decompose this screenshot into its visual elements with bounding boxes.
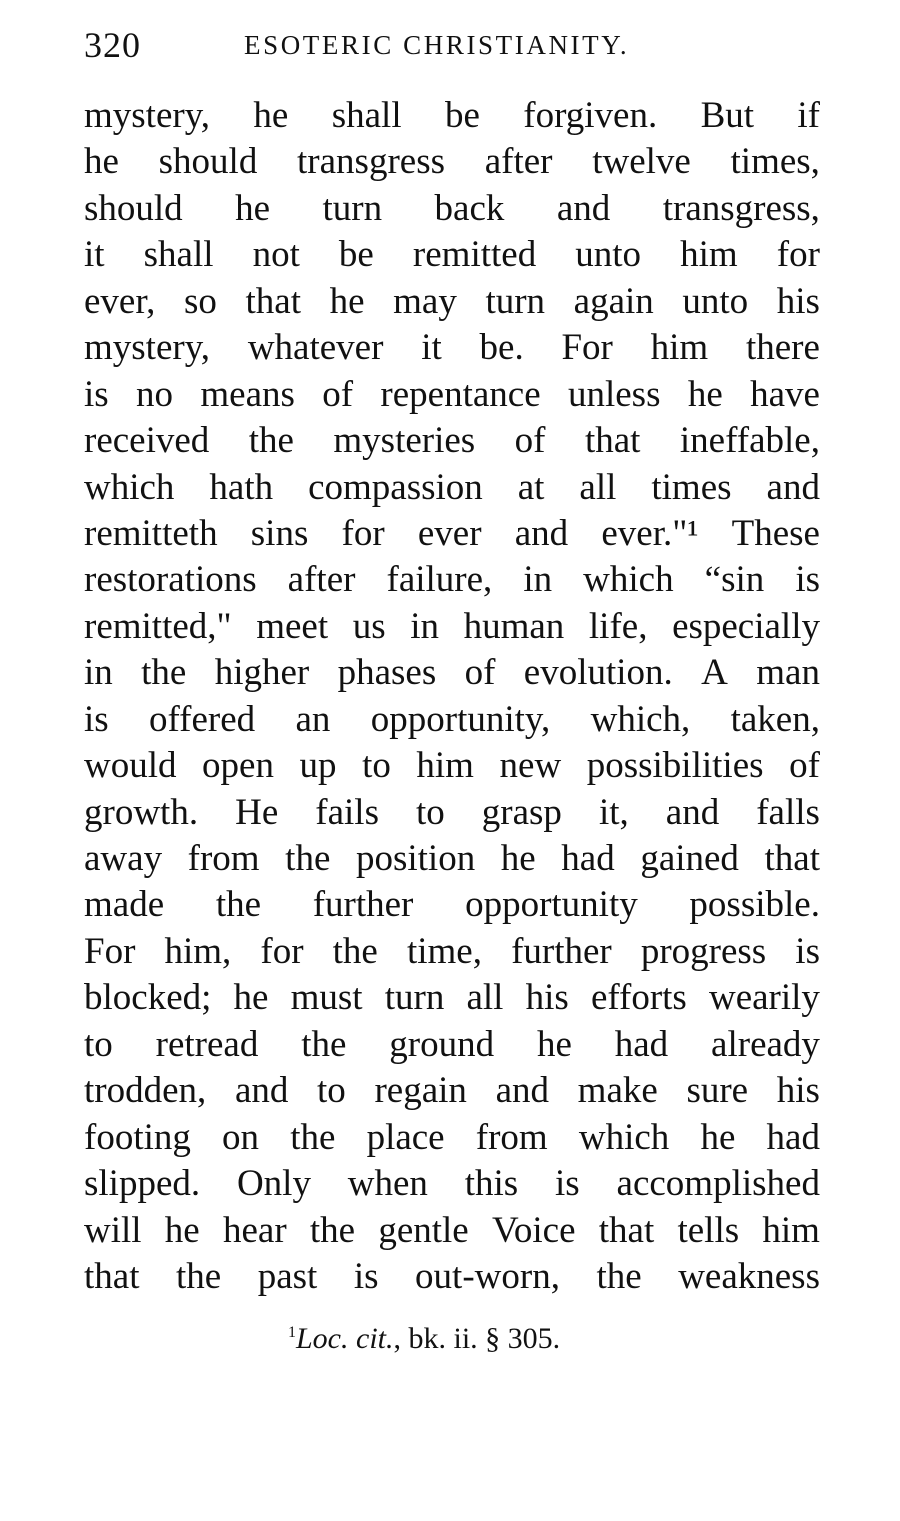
word: forgiven.: [523, 95, 658, 136]
word: to: [317, 1070, 346, 1112]
word: may: [393, 280, 457, 322]
word: and: [556, 187, 611, 229]
word: he: [536, 1023, 572, 1065]
word: He: [235, 791, 279, 833]
word: grasp: [481, 791, 562, 833]
word: transgress: [297, 141, 445, 183]
word: will: [84, 1209, 142, 1251]
word: had: [561, 838, 615, 879]
word: times,: [730, 141, 820, 183]
text-line: [84, 697, 820, 743]
word: when: [347, 1163, 428, 1205]
word: For: [561, 327, 613, 369]
word: gained: [640, 838, 739, 879]
word: shall: [331, 95, 402, 136]
word: means: [200, 373, 295, 415]
word: and: [766, 466, 820, 508]
word: his: [525, 977, 569, 1019]
word: an: [295, 698, 331, 740]
word: higher: [214, 652, 310, 694]
word: progress: [640, 930, 767, 972]
text-line: [84, 93, 820, 139]
word: him: [680, 234, 738, 276]
word: Voice: [491, 1209, 576, 1251]
text-line: [84, 465, 820, 511]
word: of: [514, 420, 546, 462]
word: and: [234, 1070, 289, 1112]
word: it,: [598, 791, 629, 833]
word: opportunity,: [370, 698, 551, 740]
word: unless: [567, 373, 661, 415]
word: mystery,: [84, 327, 211, 369]
text-line: [84, 1068, 820, 1114]
word: further: [312, 884, 414, 926]
word: But: [700, 95, 755, 136]
text-line: [84, 418, 820, 464]
footnote-citation-rest: , bk. ii. § 305.: [393, 1322, 561, 1355]
word: the: [301, 1023, 347, 1065]
word: after: [287, 559, 356, 601]
word: the: [285, 838, 331, 879]
word: ever: [417, 512, 482, 554]
word: on: [222, 1116, 260, 1158]
word: remitted,": [84, 605, 232, 647]
word: away: [84, 838, 163, 879]
word: remitted: [412, 234, 537, 276]
word: A: [701, 652, 728, 694]
word: compassion: [308, 466, 483, 508]
footnote-citation-italic: Loc. cit.: [296, 1322, 394, 1355]
word: no: [136, 373, 174, 415]
word: it: [421, 327, 442, 369]
word: had: [614, 1023, 669, 1065]
word: the: [176, 1255, 222, 1297]
footnote-marker: 1: [288, 1324, 296, 1341]
word: this: [464, 1163, 519, 1205]
word: failure,: [386, 559, 493, 601]
text-line: [84, 511, 820, 557]
word: mysteries: [333, 420, 476, 462]
word: wearily: [708, 977, 820, 1019]
text-line: [84, 1208, 820, 1254]
word: repentance: [380, 373, 541, 415]
word: is: [795, 559, 820, 601]
text-line: [84, 186, 820, 232]
word: should: [158, 141, 258, 183]
word: in: [84, 652, 113, 694]
word: fails: [315, 791, 379, 833]
word: the: [596, 1255, 642, 1297]
page-number: 320: [84, 25, 141, 65]
text-line: [84, 650, 820, 696]
word: there: [745, 327, 820, 369]
word: meet: [256, 605, 329, 647]
word: turn: [384, 977, 445, 1019]
text-line: [84, 929, 820, 975]
word: hear: [222, 1209, 287, 1251]
word: he: [164, 1209, 200, 1251]
word: retread: [155, 1023, 259, 1065]
word: be: [444, 95, 480, 136]
text-line: [84, 372, 820, 418]
word: weakness: [678, 1255, 820, 1297]
word: new: [499, 745, 562, 787]
word: be: [338, 234, 374, 276]
word: he: [253, 95, 289, 136]
word: his: [776, 1070, 820, 1112]
word: further: [511, 930, 612, 972]
word: turn: [485, 280, 546, 322]
word: he: [500, 838, 536, 879]
word: he: [687, 373, 723, 415]
word: he: [84, 141, 119, 183]
word: received: [84, 420, 210, 462]
word: of: [464, 652, 496, 694]
word: that: [584, 420, 641, 462]
word: ineffable,: [679, 420, 820, 462]
word: efforts: [590, 977, 687, 1019]
word: falls: [756, 791, 820, 833]
word: he: [235, 187, 271, 229]
word: turn: [322, 187, 383, 229]
word: shall: [143, 234, 214, 276]
word: transgress,: [662, 187, 820, 229]
footnote: [288, 1322, 560, 1356]
word: unto: [682, 280, 749, 322]
word: if: [797, 95, 820, 136]
word: to: [362, 745, 391, 787]
text-line: [84, 1161, 820, 1207]
word: he: [329, 280, 365, 322]
word: and: [665, 791, 720, 833]
word: place: [366, 1116, 445, 1158]
text-line: [84, 1022, 820, 1068]
word: him: [650, 327, 709, 369]
word: the: [309, 1209, 356, 1251]
running-head: [84, 24, 820, 64]
text-line: [84, 882, 820, 928]
word: sins: [250, 512, 309, 554]
word: all: [579, 466, 617, 508]
word: up: [299, 745, 337, 787]
word: footing: [84, 1116, 191, 1158]
word: that: [764, 838, 820, 879]
word: unto: [575, 234, 642, 276]
word: evolution.: [523, 652, 673, 694]
word: These: [731, 512, 820, 554]
word: is: [84, 373, 109, 415]
word: possibilities: [586, 745, 764, 787]
word: trodden,: [84, 1070, 207, 1112]
word: have: [750, 373, 820, 415]
word: which,: [590, 698, 691, 740]
word: must: [290, 977, 363, 1019]
word: at: [517, 466, 545, 508]
word: hath: [209, 466, 274, 508]
word: the: [215, 884, 262, 926]
word: make: [577, 1070, 658, 1112]
text-line: [84, 836, 820, 882]
word: sure: [686, 1070, 749, 1112]
word: out-worn,: [415, 1255, 560, 1297]
text-line: [84, 139, 820, 185]
text-line: [84, 557, 820, 603]
word: past: [257, 1255, 318, 1297]
word: blocked;: [84, 977, 212, 1019]
word: he: [233, 977, 269, 1019]
word: life,: [588, 605, 648, 647]
word: had: [766, 1116, 820, 1158]
word: tells: [677, 1209, 740, 1251]
word: opportunity: [465, 884, 638, 926]
word: for: [776, 234, 820, 276]
word: from: [187, 838, 260, 879]
word: made: [84, 884, 165, 926]
word: offered: [149, 698, 256, 740]
word: his: [776, 280, 820, 322]
word: the: [332, 930, 378, 972]
word: For: [84, 930, 136, 972]
word: restorations: [84, 559, 257, 601]
word: for: [341, 512, 385, 554]
text-line: [84, 1115, 820, 1161]
word: time,: [406, 930, 482, 972]
text-line: [84, 790, 820, 836]
word: that: [245, 280, 302, 322]
word: not: [252, 234, 300, 276]
word: and: [495, 1070, 550, 1112]
word: it: [84, 234, 105, 276]
word: is: [84, 698, 109, 740]
word: him: [416, 745, 474, 787]
word: that: [84, 1255, 140, 1297]
word: in: [410, 605, 440, 647]
word: from: [475, 1116, 548, 1158]
text-line: [84, 1254, 820, 1300]
text-line: [84, 232, 820, 278]
word: accomplished: [616, 1163, 820, 1205]
word: so: [184, 280, 217, 322]
text-line: [84, 604, 820, 650]
word: the: [141, 652, 187, 694]
text-line: [84, 279, 820, 325]
word: slipped.: [84, 1163, 201, 1205]
word: should: [84, 187, 183, 229]
text-line: [84, 975, 820, 1021]
word: that: [598, 1209, 655, 1251]
text-line: [84, 325, 820, 371]
word: growth.: [84, 791, 199, 833]
word: in: [523, 559, 553, 601]
word: us: [352, 605, 386, 647]
word: taken,: [730, 698, 820, 740]
word: human: [463, 605, 565, 647]
word: times: [651, 466, 732, 508]
word: of: [789, 745, 820, 787]
word: especially: [672, 605, 820, 647]
word: be.: [479, 327, 524, 369]
word: possible.: [689, 884, 820, 926]
word: and: [514, 512, 569, 554]
word: for: [260, 930, 304, 972]
word: back: [434, 187, 505, 229]
word: of: [322, 373, 354, 415]
word: is: [555, 1163, 580, 1205]
word: which: [583, 559, 674, 601]
word: is: [353, 1255, 379, 1297]
word: man: [756, 652, 820, 694]
word: whatever: [247, 327, 384, 369]
word: ever."¹: [601, 512, 699, 554]
word: to: [415, 791, 445, 833]
word: “sin: [704, 559, 765, 601]
word: him,: [164, 930, 232, 972]
word: would: [84, 745, 177, 787]
text-line: [84, 743, 820, 789]
word: which: [84, 466, 175, 508]
word: again: [573, 280, 654, 322]
word: he: [700, 1116, 736, 1158]
word: ground: [389, 1023, 495, 1065]
word: after: [484, 141, 553, 183]
word: the: [248, 420, 294, 462]
word: him: [762, 1209, 820, 1251]
word: the: [290, 1116, 336, 1158]
word: gentle: [378, 1209, 469, 1251]
word: is: [795, 930, 820, 972]
word: regain: [374, 1070, 467, 1112]
running-title: ESOTERIC CHRISTIANITY.: [244, 30, 630, 60]
word: Only: [236, 1163, 311, 1205]
word: already: [711, 1023, 820, 1065]
word: remitteth: [84, 512, 218, 554]
word: all: [466, 977, 504, 1019]
word: twelve: [592, 141, 691, 183]
word: mystery,: [84, 95, 211, 136]
word: which: [578, 1116, 670, 1158]
word: phases: [337, 652, 437, 694]
word: position: [355, 838, 476, 879]
word: to: [84, 1023, 113, 1065]
word: open: [202, 745, 274, 787]
body-text: [84, 93, 820, 1300]
word: ever,: [84, 280, 156, 322]
